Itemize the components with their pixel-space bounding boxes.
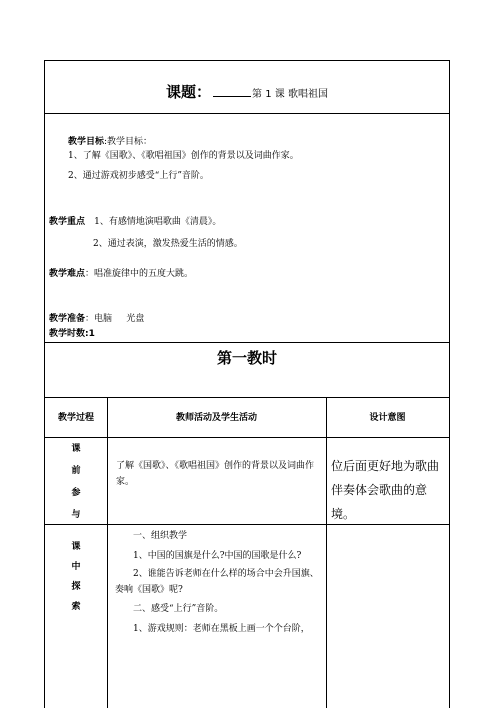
goals-text: :教学目标： — [104, 137, 153, 147]
key-points-label: 教学重点 — [49, 217, 86, 227]
column-divider — [326, 397, 327, 708]
activity-line: 二、感受“上行”音阶。 — [133, 604, 224, 614]
activity-text: 了解《国歌》、《歌唱祖国》创作的背景以及词曲作家。 — [116, 461, 315, 487]
activity-line: 2、谁能告诉老师在什么样的场合中会升国旗、奏响《国歌》呢? — [115, 569, 319, 595]
goals-line — [68, 129, 152, 148]
lesson-plan-sheet — [44, 60, 450, 708]
divider — [45, 113, 449, 114]
key-point-item: 2、通过表演，激发热爱生活的情感。 — [93, 239, 243, 249]
stage-char: 探 — [71, 582, 81, 592]
stage-char: 参 — [71, 488, 81, 498]
difficulty-line — [49, 261, 193, 280]
intent-text: 位后面更好地为歌曲伴奏体会歌曲的意境。 — [331, 459, 440, 521]
activity-line: 一、组织教学 — [133, 531, 188, 541]
goal-item: 1、了解《国歌》、《歌唱祖国》创作的背景以及词曲作家。 — [68, 151, 299, 161]
divider — [45, 437, 449, 438]
column-divider — [107, 397, 108, 708]
difficulty-text: ：唱准旋律中的五度大跳。 — [85, 269, 194, 279]
stage-char: 前 — [71, 466, 81, 476]
preparation-label: 教学准备 — [49, 314, 86, 324]
difficulty-label: 教学难点 — [49, 269, 86, 279]
teaching-hours: 教学时数:1 — [49, 329, 95, 339]
title-blank-line — [213, 83, 251, 97]
header-activity: 教师活动及学生活动 — [175, 413, 257, 423]
activity-line: 1、游戏规则：老师在黑板上画一个个台阶， — [133, 624, 310, 634]
preparation-text: ：电脑 光盘 — [85, 314, 145, 324]
header-intent: 设计意图 — [369, 413, 406, 423]
key-point-item: 1、有感情地演唱歌曲《清晨》。 — [94, 217, 222, 227]
activity-line: 1、中国的国旗是什么?中国的国歌是什么? — [133, 551, 302, 561]
goal-item: 2、通过游戏初步感受“上行”音阶。 — [68, 171, 209, 181]
stage-char: 课 — [71, 542, 81, 552]
divider — [45, 397, 449, 398]
goals-label: 教学目标 — [68, 137, 105, 147]
header-process: 教学过程 — [57, 413, 94, 423]
divider — [45, 524, 449, 525]
lesson-title — [45, 81, 449, 102]
key-points-line — [49, 209, 221, 228]
divider — [45, 342, 449, 343]
stage-char: 中 — [71, 562, 81, 572]
title-label: 课题： — [166, 83, 212, 101]
preparation-line — [49, 306, 144, 325]
lesson-name: 第 1 课 歌唱祖国 — [252, 89, 328, 100]
stage-char: 课 — [71, 444, 81, 454]
section-title: 第一教时 — [216, 349, 277, 367]
stage-char: 索 — [71, 602, 81, 612]
stage-char: 与 — [71, 510, 81, 520]
